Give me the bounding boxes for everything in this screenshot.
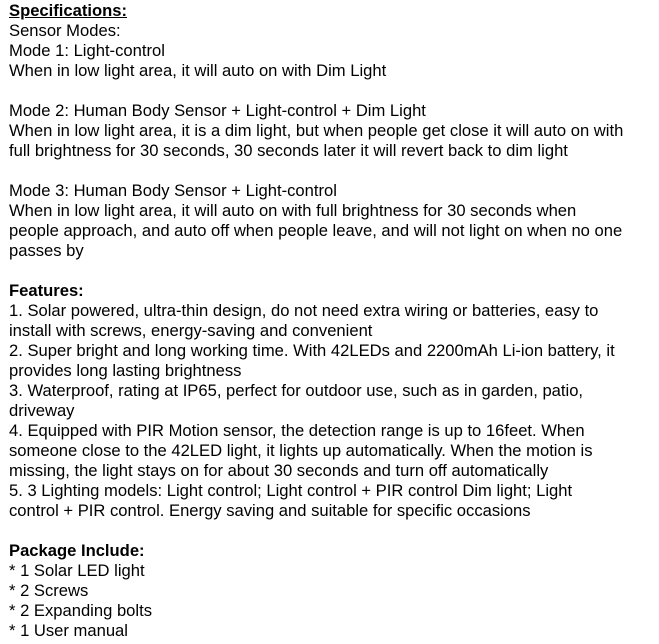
mode-description: full brightness for 30 seconds, 30 seconds later it will revert back to dim light <box>9 141 568 160</box>
feature-line: provides long lasting brightness <box>9 361 242 380</box>
feature-item <box>9 421 657 481</box>
feature-line: someone close to the 42LED light, it lights up automatically. When the motion is <box>9 441 593 460</box>
spacer <box>9 161 657 181</box>
feature-item <box>9 341 657 381</box>
feature-item <box>9 301 657 341</box>
feature-line: control + PIR control. Energy saving and suitable for specific occasions <box>9 501 531 520</box>
mode-2 <box>9 101 657 161</box>
package-item: * 1 User manual <box>9 621 128 640</box>
feature-line: install with screws, energy-saving and convenient <box>9 321 373 340</box>
feature-line: 5. 3 Lighting models: Light control; Light control + PIR control Dim light; Light <box>9 481 573 500</box>
mode-description: people approach, and auto off when people leave, and will not light on when no one <box>9 221 623 240</box>
mode-3 <box>9 181 657 261</box>
package-section <box>9 541 657 641</box>
package-heading: Package Include: <box>9 541 145 560</box>
mode-1 <box>9 41 657 81</box>
feature-item <box>9 481 657 521</box>
specifications-heading: Specifications: <box>9 1 128 20</box>
spacer <box>9 261 657 281</box>
feature-line: driveway <box>9 401 75 420</box>
mode-title: Mode 3: Human Body Sensor + Light-control <box>9 181 337 200</box>
features-heading: Features: <box>9 281 84 300</box>
sensor-modes-subheading: Sensor Modes: <box>9 21 121 40</box>
feature-line: missing, the light stays on for about 30 seconds and turn off automatically <box>9 461 549 480</box>
feature-line: 2. Super bright and long working time. With 42LEDs and 2200mAh Li-ion battery, it <box>9 341 615 360</box>
mode-title: Mode 2: Human Body Sensor + Light-control + Dim Light <box>9 101 426 120</box>
mode-title: Mode 1: Light-control <box>9 41 165 60</box>
product-spec-document <box>9 1 657 641</box>
mode-description: When in low light area, it will auto on with Dim Light <box>9 61 387 80</box>
mode-description: When in low light area, it is a dim light, but when people get close it will auto on with <box>9 121 624 140</box>
feature-line: 3. Waterproof, rating at IP65, perfect for outdoor use, such as in garden, patio, <box>9 381 584 400</box>
spacer <box>9 81 657 101</box>
package-item: * 2 Screws <box>9 581 89 600</box>
feature-item <box>9 381 657 421</box>
specifications-section <box>9 1 657 261</box>
feature-line: 1. Solar powered, ultra-thin design, do not need extra wiring or batteries, easy to <box>9 301 599 320</box>
mode-description: When in low light area, it will auto on with full brightness for 30 seconds when <box>9 201 577 220</box>
spacer <box>9 521 657 541</box>
feature-line: 4. Equipped with PIR Motion sensor, the detection range is up to 16feet. When <box>9 421 585 440</box>
package-item: * 1 Solar LED light <box>9 561 145 580</box>
features-section <box>9 281 657 521</box>
package-item: * 2 Expanding bolts <box>9 601 152 620</box>
mode-description: passes by <box>9 241 84 260</box>
